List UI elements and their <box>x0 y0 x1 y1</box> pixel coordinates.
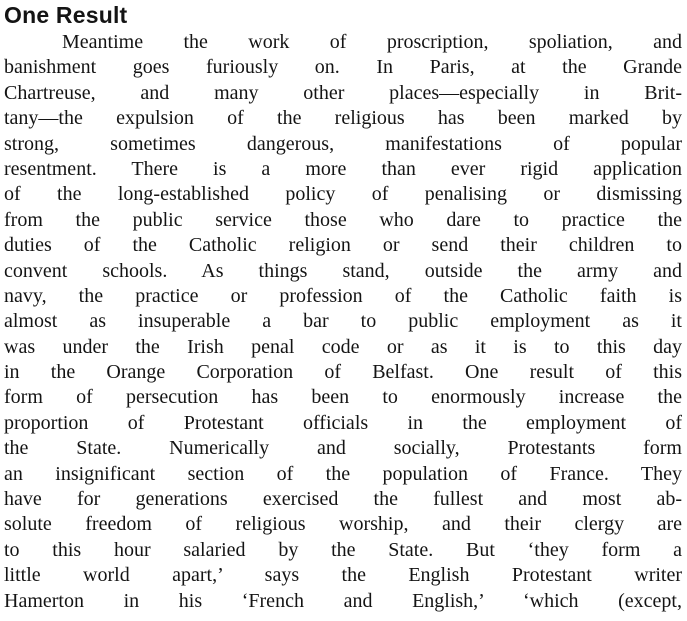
article-line: convent schools. As things stand, outside the army and <box>4 259 682 282</box>
article-body <box>4 30 682 614</box>
article-line: little world apart,’ says the English Protestant writer <box>4 564 682 587</box>
article-line: have for generations exercised the fullest and most ab- <box>4 488 682 511</box>
article-line: of the long-established policy of penalising or dismissing <box>4 183 682 206</box>
article-line: proportion of Protestant officials in the employment of <box>4 411 682 434</box>
article-line: Meantime the work of proscription, spoliation, and <box>62 31 682 53</box>
article-heading: One Result <box>4 2 128 28</box>
article-line: solute freedom of religious worship, and their clergy are <box>4 513 682 536</box>
article-line: navy, the practice or profession of the Catholic faith is <box>4 284 682 307</box>
article-line: Hamerton in his ‘French and English,’ ‘which (except, <box>4 589 682 612</box>
article <box>4 0 682 614</box>
article-line: was under the Irish penal code or as it is to this day <box>4 335 682 358</box>
article-line: banishment goes furiously on. In Paris, at the Grande <box>4 56 682 79</box>
article-line: an insignificant section of the population of France. They <box>4 462 682 485</box>
article-line: in the Orange Corporation of Belfast. One result of this <box>4 361 682 384</box>
article-line: resentment. There is a more than ever rigid application <box>4 157 682 180</box>
article-line: almost as insuperable a bar to public employment as it <box>4 310 682 333</box>
article-line: duties of the Catholic religion or send their children to <box>4 234 682 257</box>
article-line: to this hour salaried by the State. But ‘they form a <box>4 538 682 561</box>
article-line: Chartreuse, and many other places—especially in Brit- <box>4 81 682 104</box>
article-line: the State. Numerically and socially, Protestants form <box>4 437 682 460</box>
article-line: form of persecution has been to enormously increase the <box>4 386 682 409</box>
article-line: strong, sometimes dangerous, manifestations of popular <box>4 132 682 155</box>
article-line: from the public service those who dare to practice the <box>4 208 682 231</box>
article-line: tany—the expulsion of the religious has been marked by <box>4 107 682 130</box>
